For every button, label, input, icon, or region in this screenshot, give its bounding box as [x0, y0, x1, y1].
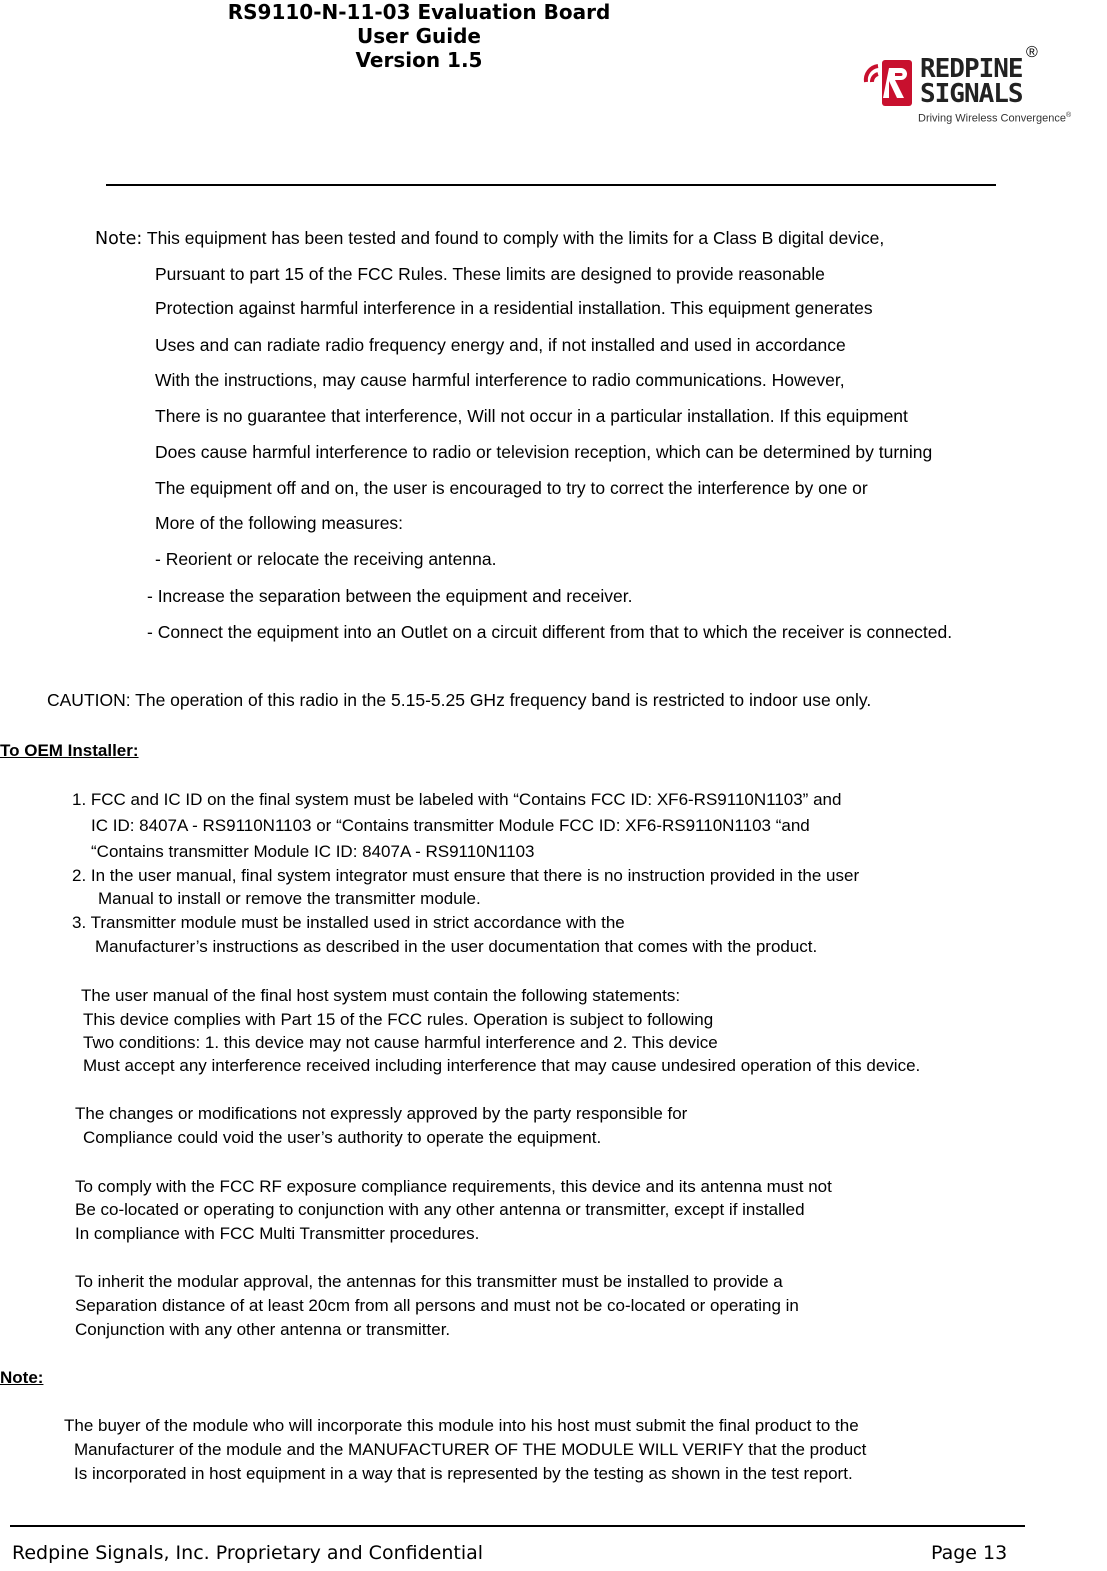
fcc-note-line: - Reorient or relocate the receiving antenna. [155, 549, 497, 569]
footer-rule [10, 1525, 1025, 1527]
note-heading: Note: [0, 1368, 44, 1387]
note-line: The buyer of the module who will incorporate this module into his host must submit the final product to the [64, 1416, 859, 1435]
logo-tagline: Driving Wireless Convergence® [918, 112, 1072, 125]
rf-line: In compliance with FCC Multi Transmitter procedures. [75, 1224, 480, 1243]
footer-page-number: Page 13 [931, 1542, 1008, 1564]
inherit-line: Conjunction with any other antenna or transmitter. [75, 1320, 451, 1339]
changes-line: Compliance could void the user’s authority to operate the equipment. [83, 1128, 602, 1147]
signal-r-icon [858, 52, 918, 112]
statement-line: The user manual of the final host system must contain the following statements: [81, 986, 681, 1005]
header-rule [106, 184, 996, 186]
doc-version: Version 1.5 [355, 48, 483, 72]
fcc-note-line: Uses and can radiate radio frequency energy and, if not installed and used in accordance [155, 335, 846, 355]
fcc-note-line: Does cause harmful interference to radio or television reception, which can be determined by turning [155, 442, 933, 462]
inherit-line: To inherit the modular approval, the antennas for this transmitter must be installed to provide a [75, 1272, 783, 1291]
rf-line: Be co-located or operating to conjunction with any other antenna or transmitter, except if installed [75, 1200, 805, 1219]
statement-line: This device complies with Part 15 of the FCC rules. Operation is subject to following [83, 1010, 714, 1029]
fcc-note-line: Protection against harmful interference in a residential installation. This equipment generates [155, 298, 873, 318]
fcc-note-line: There is no guarantee that interference, Will not occur in a particular installation. If this equipment [155, 406, 908, 426]
oem-item: 1. FCC and IC ID on the final system must be labeled with “Contains FCC ID: XF6-RS9110N1103” and [72, 790, 842, 809]
brand-line-2: SIGNALS [920, 79, 1023, 109]
fcc-note-line: With the instructions, may cause harmful interference to radio communications. However, [155, 370, 845, 390]
redpine-logo [858, 44, 1072, 132]
oem-item: Manual to install or remove the transmitter module. [98, 889, 481, 908]
statement-line: Must accept any interference received including interference that may cause undesired operation of this device. [83, 1056, 921, 1075]
doc-title: RS9110-N-11-03 Evaluation Board [227, 0, 611, 24]
oem-item: “Contains transmitter Module IC ID: 8407A - RS9110N1103 [91, 842, 535, 861]
oem-item: Manufacturer’s instructions as described in the user documentation that comes with the product. [95, 937, 818, 956]
oem-item: 3. Transmitter module must be installed used in strict accordance with the [72, 913, 625, 932]
fcc-note-line: - Increase the separation between the equipment and receiver. [147, 586, 633, 606]
oem-heading: To OEM Installer: [0, 741, 139, 760]
changes-line: The changes or modifications not expressly approved by the party responsible for [75, 1104, 688, 1123]
oem-item: IC ID: 8407A - RS9110N1103 or “Contains transmitter Module FCC ID: XF6-RS9110N1103 “and [91, 816, 810, 835]
footer-company: Redpine Signals, Inc. Proprietary and Confidential [12, 1542, 484, 1564]
statement-line: Two conditions: 1. this device may not cause harmful interference and 2. This device [83, 1033, 718, 1052]
fcc-note-first-line: Note: This equipment has been tested and found to comply with the limits for a Class B digital device, [95, 228, 885, 249]
caution-text: CAUTION: The operation of this radio in the 5.15-5.25 GHz frequency band is restricted to indoor use only. [47, 690, 872, 710]
oem-item: 2. In the user manual, final system integrator must ensure that there is no instruction provided in the user [72, 866, 860, 885]
fcc-note-line: More of the following measures: [155, 513, 404, 533]
fcc-note-line: The equipment off and on, the user is encouraged to try to correct the interference by one or [155, 478, 868, 498]
inherit-line: Separation distance of at least 20cm from all persons and must not be co-located or operating in [75, 1296, 799, 1315]
brand-line-1: REDPINE [920, 54, 1023, 84]
rf-line: To comply with the FCC RF exposure compliance requirements, this device and its antenna must not [75, 1177, 832, 1196]
doc-subtitle: User Guide [357, 24, 481, 48]
note-line: Manufacturer of the module and the MANUFACTURER OF THE MODULE WILL VERIFY that the product [74, 1440, 867, 1459]
registered-mark: ® [1026, 44, 1038, 61]
fcc-note-line: Pursuant to part 15 of the FCC Rules. These limits are designed to provide reasonable [155, 264, 825, 284]
fcc-note-line: - Connect the equipment into an Outlet on a circuit different from that to which the receiver is connected. [147, 622, 953, 642]
note-line: Is incorporated in host equipment in a way that is represented by the testing as shown in the test report. [74, 1464, 853, 1483]
